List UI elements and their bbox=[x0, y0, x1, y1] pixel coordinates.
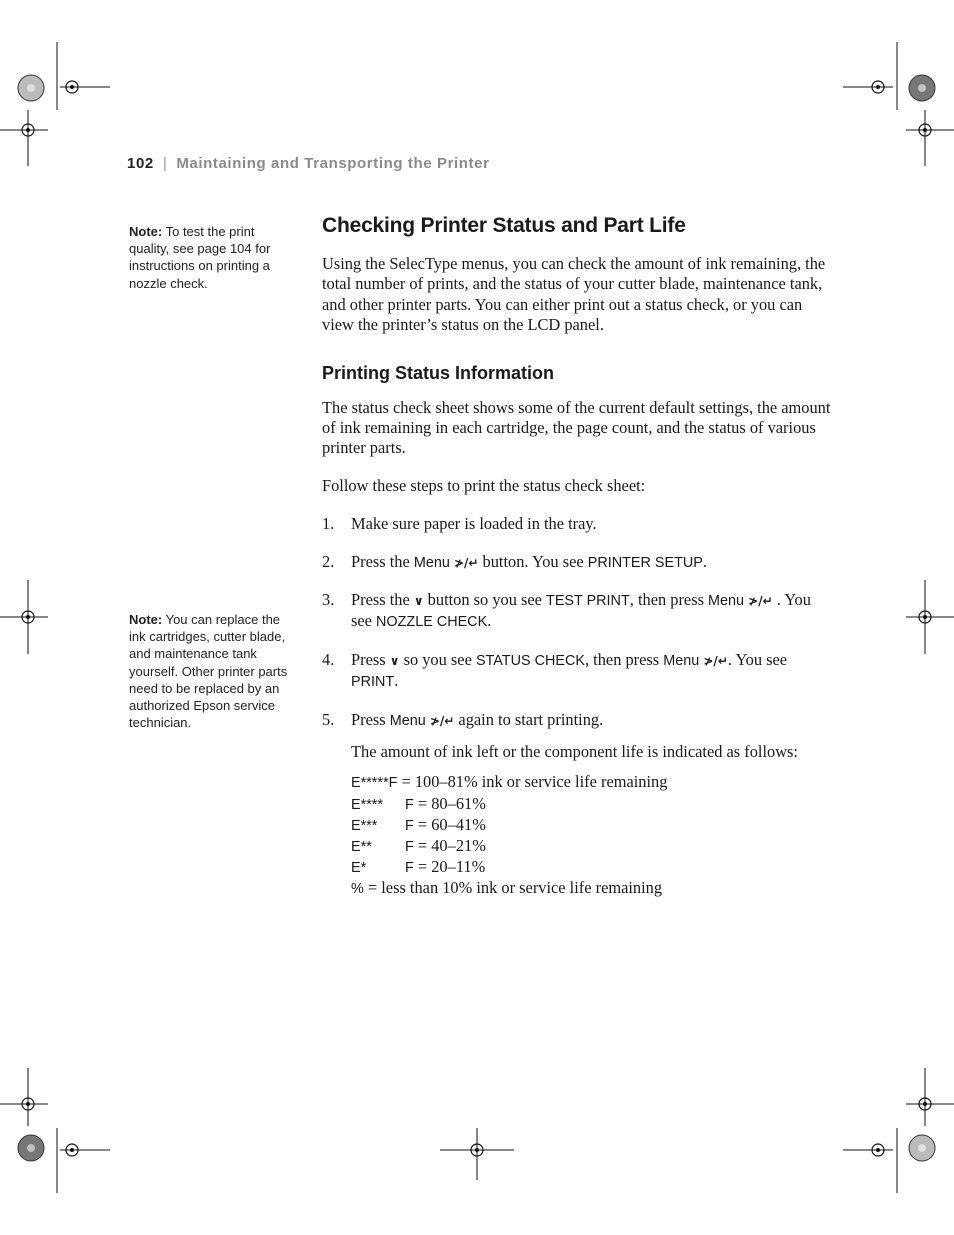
subsection-heading: Printing Status Information bbox=[322, 362, 554, 383]
step-text: . bbox=[702, 551, 707, 571]
legend-row bbox=[351, 857, 832, 878]
legend-text: = 20–11% bbox=[413, 857, 486, 877]
step-text: Press bbox=[351, 649, 390, 669]
legend-code: E*** bbox=[351, 817, 378, 834]
step-number: 4. bbox=[322, 649, 335, 669]
step-text: . You see bbox=[351, 590, 811, 631]
note-text: You can replace the ink cartridges, cutter blade, and maintenance tank yourself. Other printer parts need to be replaced by an authorized Epson service technician. bbox=[129, 612, 288, 731]
step-1 bbox=[322, 514, 832, 534]
menu-enter-icon: ≯/↵ bbox=[748, 594, 773, 609]
step-text: so you see bbox=[399, 649, 476, 669]
step-number: 3. bbox=[322, 590, 335, 610]
step-text: . bbox=[487, 611, 492, 631]
step-text: again to start printing. bbox=[454, 709, 604, 729]
step-text: , then press bbox=[629, 590, 709, 610]
menu-button-label: Menu bbox=[708, 593, 745, 610]
main-content bbox=[322, 214, 832, 900]
chevron-down-icon: ∨ bbox=[413, 594, 424, 609]
legend-row bbox=[351, 815, 832, 836]
running-head bbox=[127, 155, 490, 172]
step-text: . You see bbox=[727, 649, 788, 669]
menu-button-label: Menu bbox=[413, 554, 450, 571]
step-number: 5. bbox=[322, 709, 335, 729]
legend-code: E**** bbox=[351, 796, 383, 813]
step-5 bbox=[322, 710, 832, 731]
step-text: Press bbox=[351, 709, 390, 729]
legend-row bbox=[351, 836, 832, 857]
life-legend bbox=[322, 742, 832, 899]
legend-text: = 60–41% bbox=[413, 814, 486, 834]
legend-code-end: F bbox=[405, 796, 414, 813]
step-text: . bbox=[394, 671, 399, 691]
intro-paragraph: Using the SelecType menus, you can check the amount of ink remaining, the total number of prints, and the status of your cutter blade, maintenance tank, and other printer parts. You can either print out a status check, or you can view the printer’s status on the LCD panel. bbox=[322, 254, 826, 335]
legend-text: = 80–61% bbox=[413, 793, 486, 813]
step-text: button so you see bbox=[423, 590, 547, 610]
sidebar-note-nozzle bbox=[129, 223, 289, 292]
menu-enter-icon: ≯/↵ bbox=[453, 555, 479, 570]
legend-code-end: F bbox=[405, 838, 414, 855]
note-label: Note: bbox=[129, 612, 163, 627]
step-text: , then press bbox=[584, 649, 664, 669]
chevron-down-icon: ∨ bbox=[389, 653, 400, 668]
note-label: Note: bbox=[129, 224, 163, 239]
step-text: button. You see bbox=[478, 551, 588, 571]
step-text: Press the bbox=[351, 590, 414, 610]
nozzle-check-label: NOZZLE CHECK bbox=[376, 614, 488, 631]
legend-code: E** bbox=[351, 838, 372, 855]
section-heading: Checking Printer Status and Part Life bbox=[322, 214, 686, 237]
menu-enter-icon: ≯/↵ bbox=[429, 713, 455, 728]
legend-row bbox=[351, 794, 832, 815]
legend-text: = 40–21% bbox=[413, 835, 486, 855]
step-4 bbox=[322, 650, 832, 693]
legend-code: E* bbox=[351, 860, 367, 877]
step-2 bbox=[322, 552, 832, 573]
menu-button-label: Menu bbox=[663, 652, 700, 669]
step-number: 2. bbox=[322, 551, 335, 571]
legend-code: E*****F bbox=[351, 775, 398, 792]
chapter-title: Maintaining and Transporting the Printer bbox=[176, 155, 490, 172]
page-number: 102 bbox=[127, 155, 154, 172]
menu-enter-icon: ≯/↵ bbox=[703, 653, 728, 668]
legend-text: = 100–81% ink or service life remaining bbox=[397, 772, 668, 792]
legend-row bbox=[351, 772, 832, 793]
print-label: PRINT bbox=[351, 674, 395, 691]
legend-text: = less than 10% ink or service life remaining bbox=[363, 878, 663, 898]
legend-code: % bbox=[351, 881, 364, 898]
step-text: Press the bbox=[351, 551, 414, 571]
printer-setup-label: PRINTER SETUP bbox=[587, 554, 703, 571]
legend-code-end: F bbox=[405, 860, 414, 877]
legend-code-end: F bbox=[405, 817, 414, 834]
step-number: 1. bbox=[322, 514, 335, 534]
step-3 bbox=[322, 590, 832, 633]
sidebar-note-replace-parts bbox=[129, 611, 289, 731]
steps-intro: Follow these steps to print the status check sheet: bbox=[322, 475, 646, 495]
step-text: Make sure paper is loaded in the tray. bbox=[351, 514, 597, 534]
status-sheet-paragraph: The status check sheet shows some of the current default settings, the amount of ink remaining in each cartridge, the page count, and the status of various printer parts. bbox=[322, 397, 831, 458]
header-separator: | bbox=[162, 155, 168, 172]
menu-button-label: Menu bbox=[389, 712, 426, 729]
status-check-label: STATUS CHECK bbox=[475, 652, 585, 669]
test-print-label: TEST PRINT bbox=[546, 593, 630, 610]
note-text: To test the print quality, see page 104 for instructions on printing a nozzle check. bbox=[129, 224, 271, 291]
legend-intro: The amount of ink left or the component life is indicated as follows: bbox=[351, 742, 798, 762]
legend-row bbox=[351, 878, 832, 899]
